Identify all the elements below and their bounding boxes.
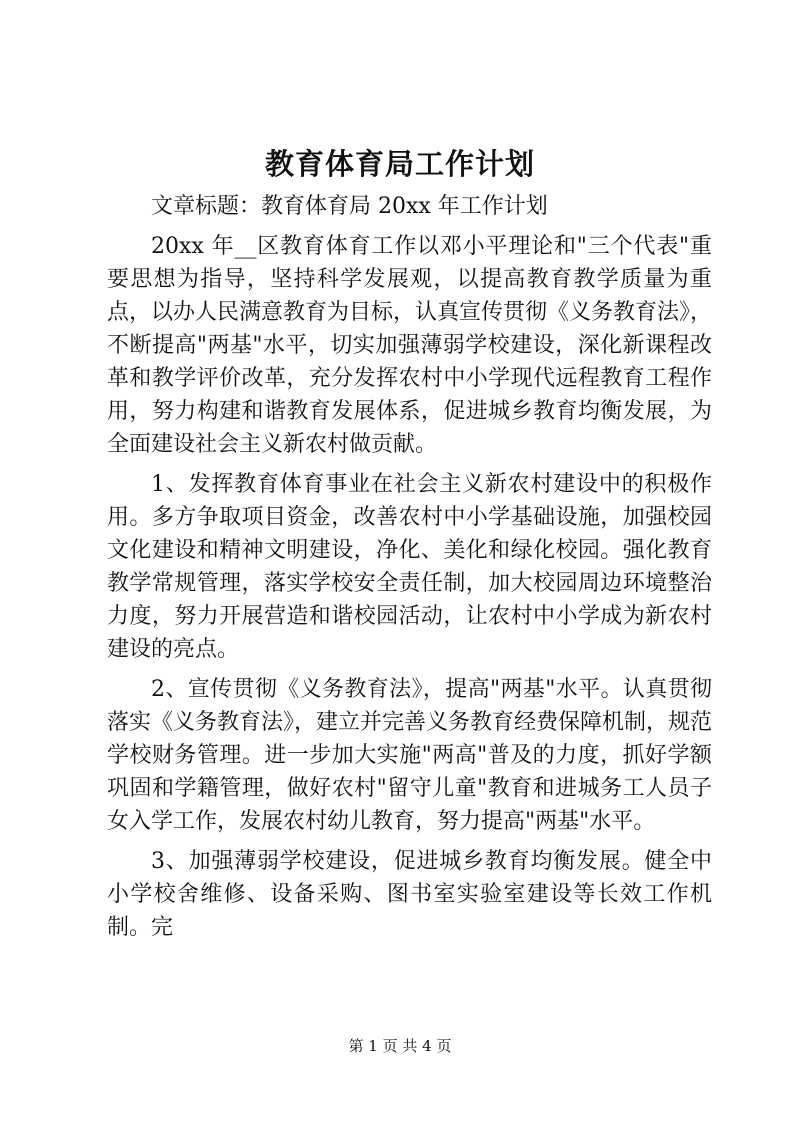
page-footer: 第 1 页 共 4 页	[348, 1037, 452, 1055]
section-3-paragraph: 3、加强薄弱学校建设，促进城乡教育均衡发展。健全中小学校舍维修、设备采购、图书室实验室建设等长效工作机制。完	[107, 849, 712, 940]
section-2-paragraph: 2、宣传贯彻《义务教育法》，提高"两基"水平。认真贯彻落实《义务教育法》，建立并完善义务教育经费保障机制，规范学校财务管理。进一步加大实施"两高"普及的力度，抓好学额巩固和学籍管理，做好农村"留守儿童"教育和进城务工人员子女入学工作，发展农村幼儿教育，努力提高"两基"水平。	[107, 677, 713, 834]
section-1-paragraph: 1、发挥教育体育事业在社会主义新农村建设中的积极作用。多方争取项目资金，改善农村中小学基础设施，加强校园文化建设和精神文明建设，净化、美化和绿化校园。强化教育教学常规管理，落实学校安全责任制，加大校园周边环境整治力度，努力开展营造和谐校园活动，让农村中小学成为新农村建设的亮点。	[107, 472, 712, 662]
intro-paragraph: 20xx 年__区教育体育工作以邓小平理论和"三个代表"重要思想为指导，坚持科学发展观，以提高教育教学质量为重点，以办人民满意教育为目标，认真宣传贯彻《义务教育法》，不断提高"两基"水平，切实加强薄弱学校建设，深化新课程改革和教学评价改革，充分发挥农村中小学现代远程教育工程作用，努力构建和谐教育发展体系，促进城乡教育均衡发展，为全面建设社会主义新农村做贡献。	[107, 234, 713, 457]
document-body	[107, 190, 712, 944]
article-title-line: 文章标题：教育体育局 20xx 年工作计划	[151, 194, 548, 219]
document-title: 教育体育局工作计划	[264, 147, 535, 181]
